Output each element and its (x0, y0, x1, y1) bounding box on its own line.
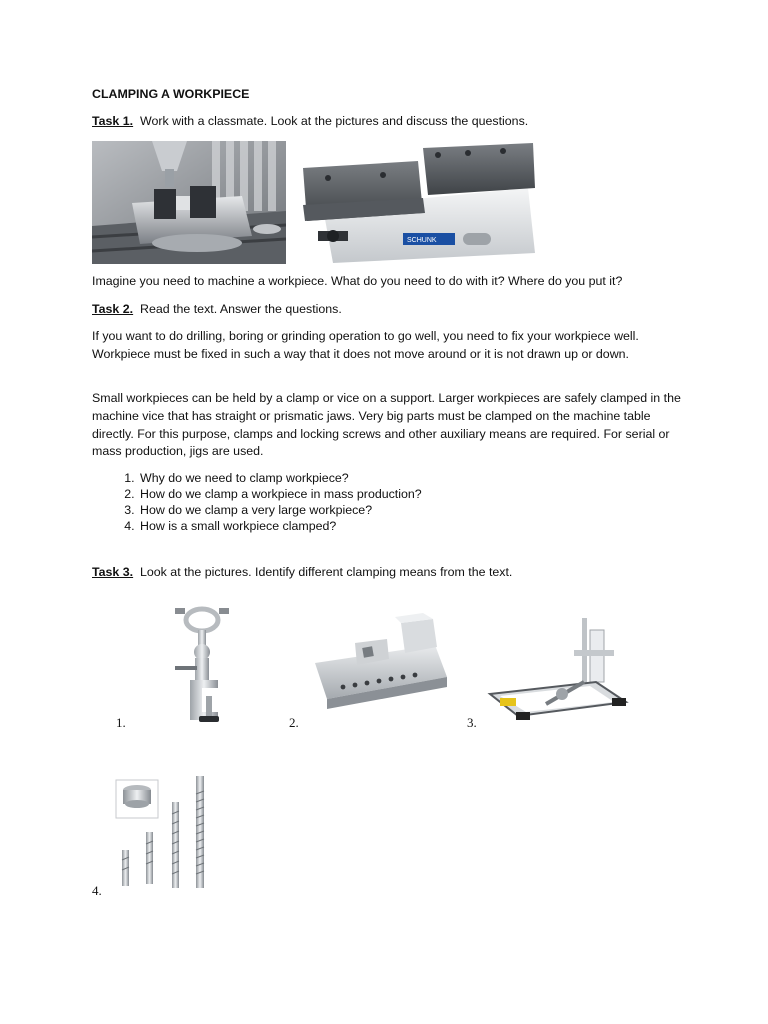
question-item: 4. How is a small workpiece clamped? (138, 518, 422, 534)
bench-clamp-image (135, 600, 277, 728)
question-item: 1. Why do we need to clamp workpiece? (138, 470, 422, 486)
precision-vise-image (303, 143, 536, 263)
picture-number-1: 1. (116, 715, 126, 730)
locking-screws-image (112, 774, 212, 890)
paragraph-clamping-means: Small workpieces can be held by a clamp or vice on a support. Larger workpieces are safely clamped in the machine vice that has straight or prismatic jaws. Very big parts must be clamped on the machine table directly. For this purpose, clamps and locking screws and other auxiliary means are required. For serial or mass production, jigs are used. (92, 391, 681, 459)
task2-label: Task 2. (92, 302, 134, 316)
vise-brand-label: SCHUNK (407, 237, 437, 244)
jig-stand-image (486, 612, 646, 726)
task2-line (92, 301, 342, 319)
task3-label: Task 3. (92, 565, 134, 579)
task2-text: Read the text. Answer the questions. (140, 302, 342, 316)
page-title: CLAMPING A WORKPIECE (92, 87, 250, 101)
task1-question: Imagine you need to machine a workpiece. What do you need to do with it? Where do you put it? (92, 274, 623, 288)
picture-number-2: 2. (289, 715, 299, 730)
machining-center-vise-image (92, 141, 286, 264)
picture-number-3: 3. (467, 715, 477, 730)
task3-text: Look at the pictures. Identify different clamping means from the text. (140, 565, 513, 579)
questions-list (92, 470, 422, 534)
question-item: 3. How do we clamp a very large workpiece? (138, 502, 422, 518)
task3-line (92, 564, 512, 582)
task1-label: Task 1. (92, 114, 134, 128)
task1-text: Work with a classmate. Look at the pictures and discuss the questions. (140, 114, 529, 128)
paragraph-fixing-workpiece: If you want to do drilling, boring or grinding operation to go well, you need to fix your workpiece well. Workpiece must be fixed in such a way that it does not move around or it is not drawn up or down. (92, 329, 639, 361)
picture-number-4: 4. (92, 883, 102, 898)
task1-line (92, 113, 528, 131)
question-item: 2. How do we clamp a workpiece in mass production? (138, 486, 422, 502)
machine-vise-image (305, 595, 453, 723)
